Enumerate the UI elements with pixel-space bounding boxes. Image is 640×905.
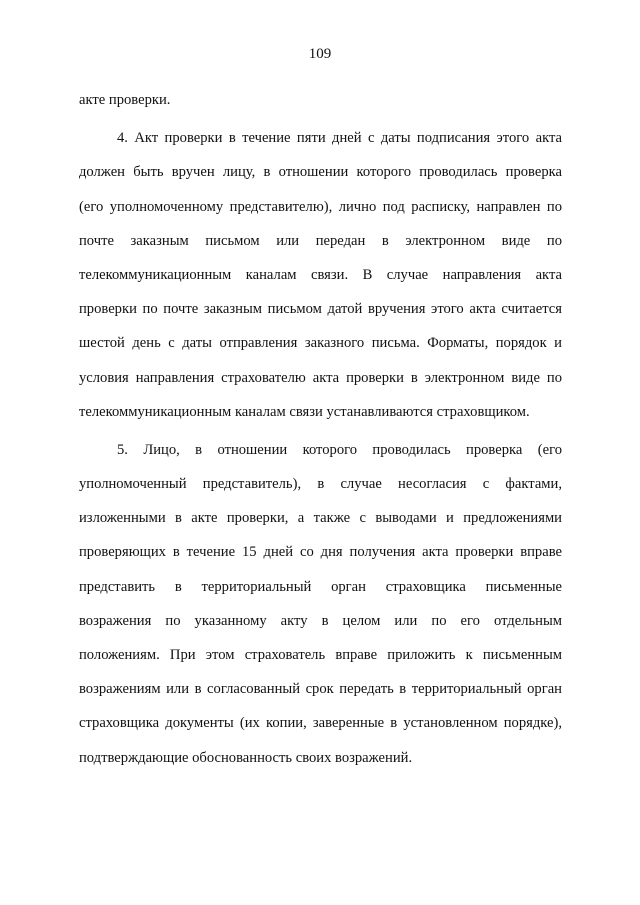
paragraph-5-line: страховщика документы (их копии, заверенные в установленном порядке),: [79, 715, 562, 732]
text-line: акте проверки.: [79, 92, 171, 108]
paragraph-5-line: представить в территориальный орган страховщика письменные: [79, 578, 562, 595]
paragraph-4-line: телекоммуникационным каналам связи. В случае направления акта: [79, 266, 562, 283]
document-text: [79, 83, 562, 775]
paragraph-4-line: проверки по почте заказным письмом датой вручения этого акта считается: [79, 301, 562, 318]
paragraph-5-line: проверяющих в течение 15 дней со дня получения акта проверки вправе: [79, 544, 562, 561]
paragraph-4-line: условия направления страхователю акта проверки в электронном виде по: [79, 369, 562, 386]
paragraph-5-line: изложенными в акте проверки, а также с выводами и предложениями: [79, 510, 562, 527]
paragraph-5-line: возражения по указанному акту в целом или по его отдельным: [79, 612, 562, 629]
paragraph-4-line: 4. Акт проверки в течение пяти дней с даты подписания этого акта: [117, 130, 562, 147]
paragraph-4-line: шестой день с даты отправления заказного письма. Форматы, порядок и: [79, 335, 562, 352]
page-number: 109: [308, 46, 332, 62]
paragraph-5-line: подтверждающие обоснованность своих возражений.: [79, 749, 413, 766]
paragraph-5-line: возражениям или в согласованный срок передать в территориальный орган: [79, 681, 562, 698]
paragraph-5-line: уполномоченный представитель), в случае несогласия с фактами,: [79, 476, 562, 493]
paragraph-5-line: положениям. При этом страхователь вправе приложить к письменным: [79, 647, 562, 663]
paragraph-4-line: (его уполномоченному представителю), лично под расписку, направлен по: [79, 198, 562, 215]
paragraph-4-line: должен быть вручен лицу, в отношении которого проводилась проверка: [79, 164, 562, 181]
paragraph-4-line: почте заказным письмом или передан в электронном виде по: [79, 232, 562, 249]
paragraph-5-line: 5. Лицо, в отношении которого проводилась проверка (его: [117, 441, 562, 458]
paragraph-4-line: телекоммуникационным каналам связи устанавливаются страховщиком.: [79, 403, 530, 420]
